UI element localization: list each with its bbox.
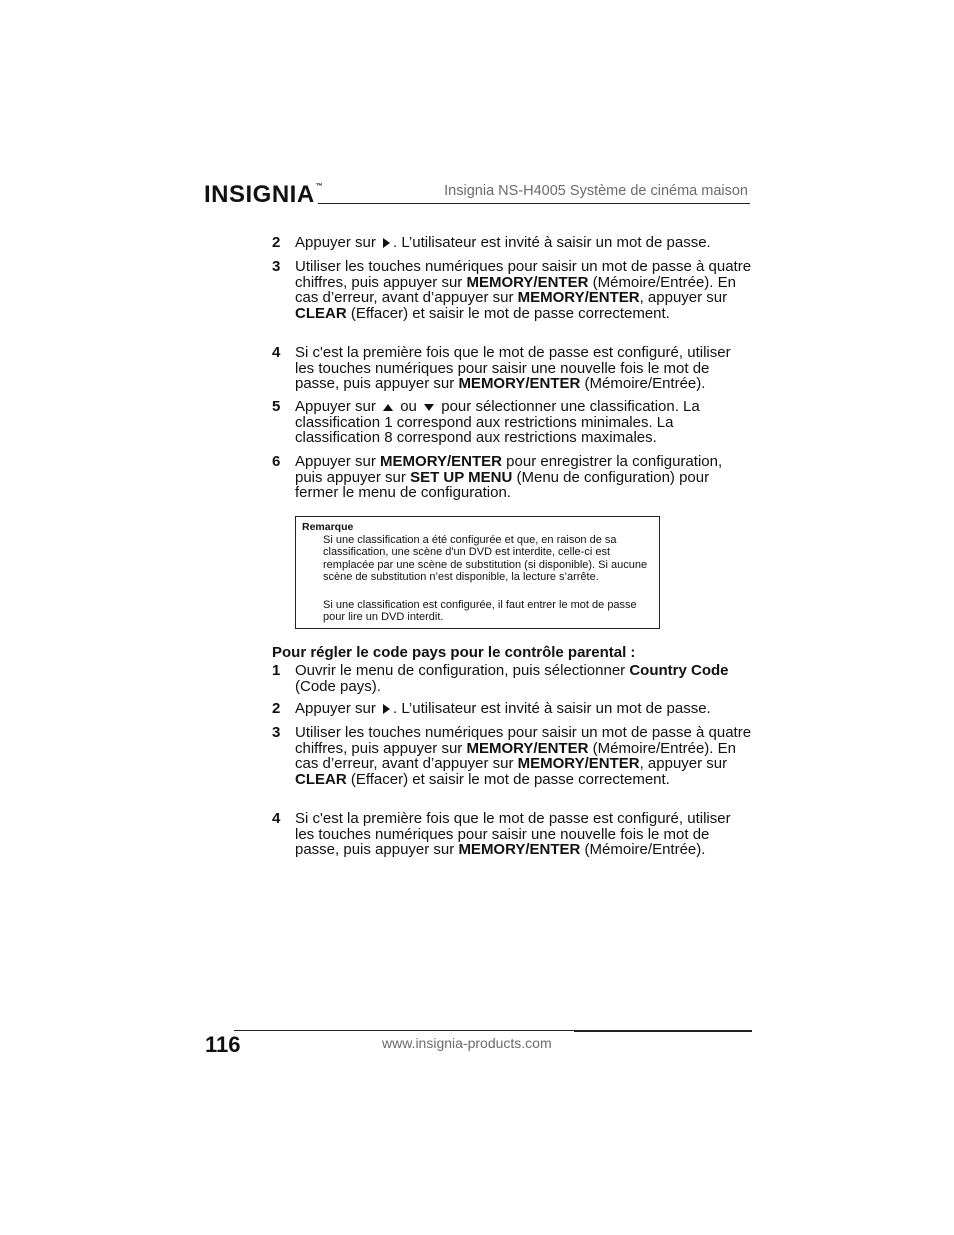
logo-trademark: ™ bbox=[315, 183, 324, 190]
step-text: Appuyer sur . L’utilisateur est invité à saisir un mot de passe. bbox=[295, 700, 711, 717]
note-paragraph: Si une classification est configurée, il faut entrer le mot de passe pour lire un DVD interdit. bbox=[323, 599, 637, 624]
step-4 bbox=[272, 345, 752, 392]
step-text: Si c'est la première fois que le mot de passe est configuré, utiliser les touches numériques pour saisir une nouvelle fois le mot de passe, puis appuyer sur MEMORY/ENTER (Mémoire/Entrée). bbox=[295, 810, 731, 859]
step-number: 1 bbox=[272, 662, 281, 679]
down-arrow-icon bbox=[424, 404, 434, 411]
step-number: 3 bbox=[272, 724, 281, 741]
insignia-logo bbox=[204, 183, 323, 207]
footer-rule bbox=[234, 1030, 574, 1031]
step-text: Utiliser les touches numériques pour saisir un mot de passe à quatre chiffres, puis appuyer sur MEMORY/ENTER (Mémoire/Entrée). En cas d’erreur, avant d’appuyer sur MEMORY/ENTER, appuyer sur CLEAR (Effacer) et saisir le mot de passe correctement. bbox=[295, 724, 752, 788]
footer-url: www.insignia-products.com bbox=[382, 1035, 552, 1051]
step-text: Ouvrir le menu de configuration, puis sélectionner Country Code (Code pays). bbox=[295, 662, 729, 695]
note-box bbox=[295, 516, 660, 629]
step-number: 2 bbox=[272, 234, 281, 251]
step-number: 4 bbox=[272, 344, 281, 361]
logo-text: INSIGNIA bbox=[204, 181, 315, 208]
right-arrow-icon bbox=[383, 704, 390, 714]
step-text: Appuyer sur ou pour sélectionner une classification. La classification 1 correspond aux restrictions minimales. La classification 8 correspond aux restrictions maximales. bbox=[295, 398, 700, 447]
step-number: 2 bbox=[272, 700, 281, 717]
step-6 bbox=[272, 454, 752, 501]
step-2 bbox=[272, 235, 752, 251]
step-text: Appuyer sur . L’utilisateur est invité à saisir un mot de passe. bbox=[295, 234, 711, 251]
step-4 bbox=[272, 811, 752, 858]
section-heading: Pour régler le code pays pour le contrôle parental : bbox=[272, 644, 636, 661]
step-number: 4 bbox=[272, 810, 281, 827]
step-number: 3 bbox=[272, 258, 281, 275]
footer-rule-thick bbox=[574, 1030, 752, 1032]
step-number: 6 bbox=[272, 453, 281, 470]
step-2 bbox=[272, 701, 752, 717]
step-text: Si c'est la première fois que le mot de passe est configuré, utiliser les touches numériques pour saisir une nouvelle fois le mot de passe, puis appuyer sur MEMORY/ENTER (Mémoire/Entrée). bbox=[295, 344, 731, 393]
step-5 bbox=[272, 399, 752, 446]
note-paragraph: Si une classification a été configurée et que, en raison de sa classification, une scène d'un DVD est interdite, celle-ci est remplacée par une scène de substitution (si disponible). Si aucune scène de substitution n’est disponible, la lecture s’arrête. bbox=[323, 534, 648, 583]
note-title: Remarque bbox=[302, 521, 354, 533]
right-arrow-icon bbox=[383, 238, 390, 248]
step-3 bbox=[272, 725, 752, 787]
step-text: Appuyer sur MEMORY/ENTER pour enregistrer la configuration, puis appuyer sur SET UP MENU (Menu de configuration) pour fermer le menu de configuration. bbox=[295, 453, 723, 502]
up-arrow-icon bbox=[383, 404, 393, 411]
page-number: 116 bbox=[205, 1032, 241, 1057]
step-text: Utiliser les touches numériques pour saisir un mot de passe à quatre chiffres, puis appuyer sur MEMORY/ENTER (Mémoire/Entrée). En cas d’erreur, avant d’appuyer sur MEMORY/ENTER, appuyer sur CLEAR (Effacer) et saisir le mot de passe correctement. bbox=[295, 258, 752, 322]
step-1 bbox=[272, 663, 752, 694]
header-title: Insignia NS-H4005 Système de cinéma maison bbox=[444, 183, 748, 199]
step-number: 5 bbox=[272, 398, 281, 415]
step-3 bbox=[272, 259, 752, 321]
header-rule bbox=[318, 203, 750, 204]
